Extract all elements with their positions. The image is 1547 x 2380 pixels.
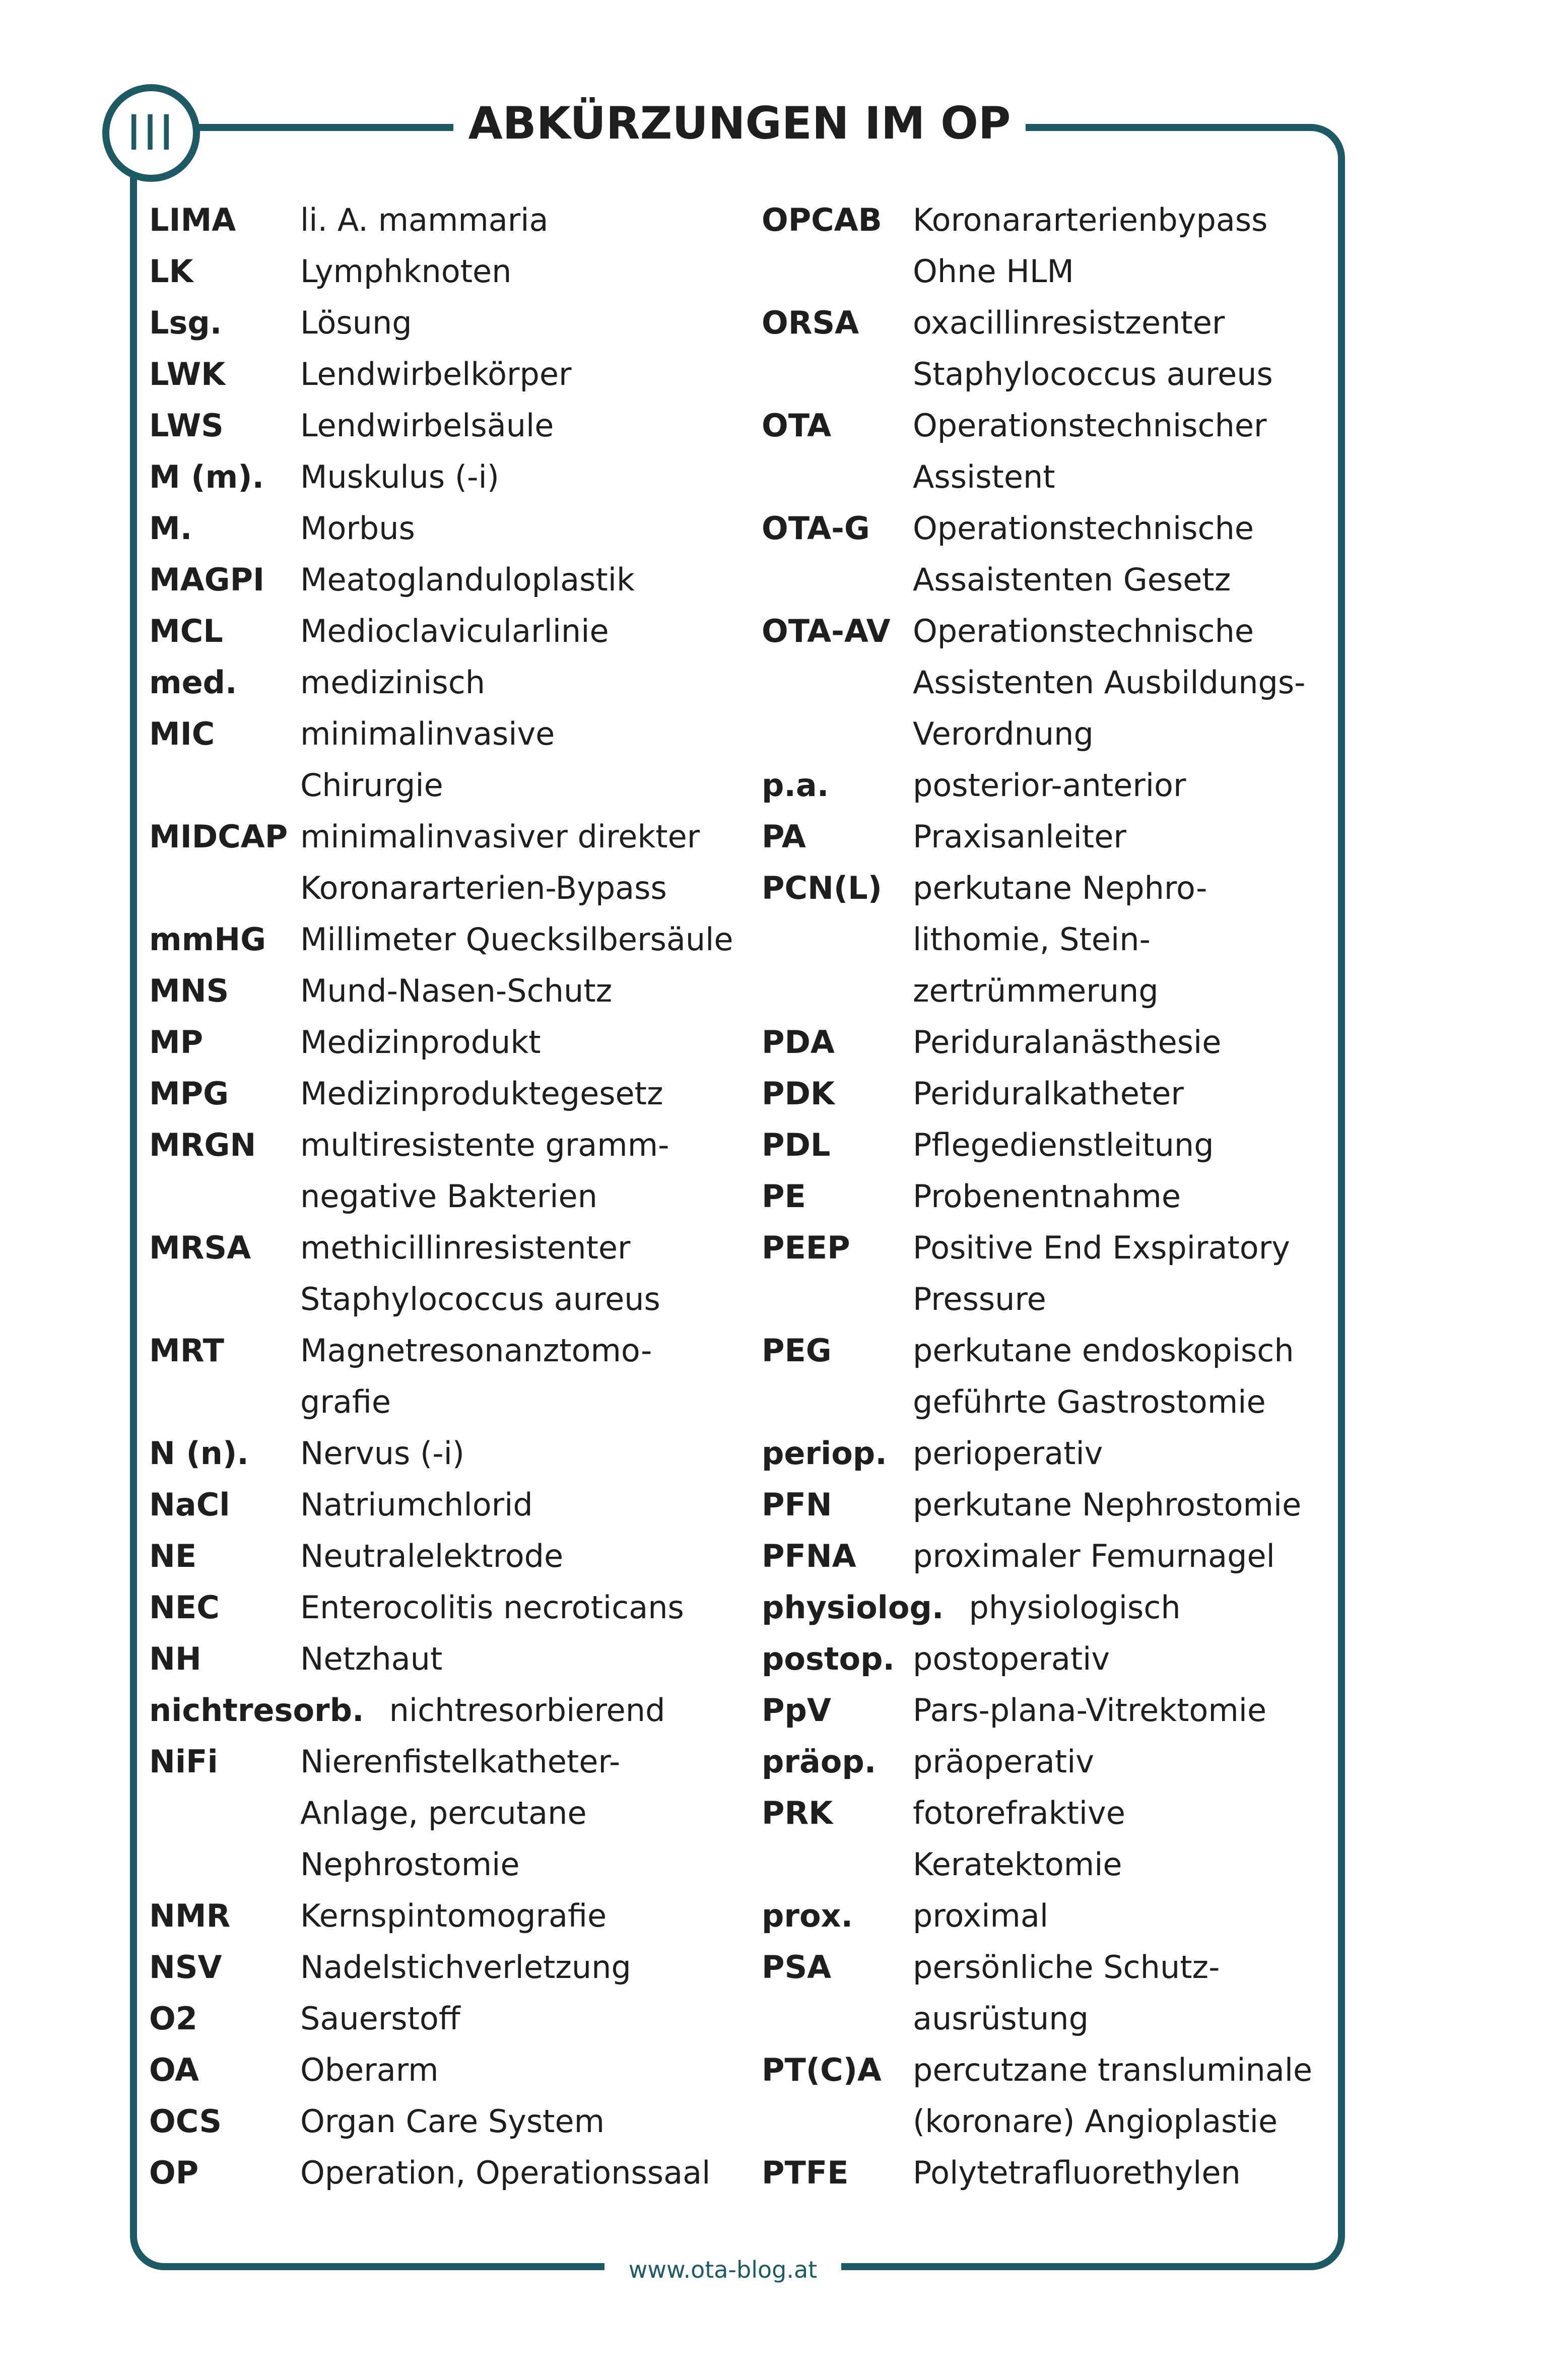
- abbreviation-definition: proximaler Femurnagel: [913, 1538, 1275, 1574]
- abbreviation-definition: Neutralelektrode: [300, 1538, 564, 1574]
- abbreviation-definition: Periduralkatheter: [913, 1075, 1184, 1112]
- abbreviation-term: PDL: [762, 1127, 831, 1163]
- abbreviation-entry: [762, 2044, 1331, 2147]
- abbreviation-entry: [149, 965, 744, 1017]
- abbreviation-definition: li. A. mammaria: [300, 202, 549, 238]
- abbreviation-term: MIDCAP: [149, 818, 288, 855]
- abbreviation-term: physiolog.: [762, 1589, 944, 1626]
- abbreviation-term: NSV: [149, 1949, 222, 1986]
- abbreviation-definition: perioperativ: [913, 1435, 1103, 1472]
- abbreviation-term: postop.: [762, 1640, 895, 1677]
- abbreviation-entry: [762, 760, 1331, 811]
- abbreviation-entry: [762, 1428, 1331, 1479]
- abbreviation-definition: Nadelstichverletzung: [300, 1949, 631, 1986]
- abbreviation-entry: [762, 400, 1331, 503]
- footer-url[interactable]: www.ota-blog.at: [604, 2252, 841, 2287]
- abbreviation-term: mmHG: [149, 921, 266, 958]
- abbreviation-definition: Lendwirbelsäule: [300, 407, 554, 444]
- abbreviation-term: PEEP: [762, 1229, 850, 1266]
- abbreviation-definition: Meatoglanduloplastik: [300, 561, 635, 598]
- abbreviation-term: MNS: [149, 972, 229, 1009]
- abbreviation-definition: Polytetrafluorethylen: [913, 2154, 1241, 2191]
- abbreviation-term: PSA: [762, 1949, 832, 1986]
- abbreviation-entry: [762, 1479, 1331, 1531]
- abbreviation-term: OTA: [762, 407, 832, 444]
- abbreviation-definition: Muskulus (-i): [300, 458, 499, 495]
- abbreviation-definition: Medizinproduktegesetz: [300, 1075, 663, 1112]
- abbreviation-definition: proximal: [913, 1897, 1049, 1934]
- abbreviation-entry: [149, 554, 744, 606]
- abbreviation-column-right: [762, 194, 1331, 2199]
- abbreviation-entry: [762, 503, 1331, 606]
- abbreviation-entry: [762, 297, 1331, 400]
- abbreviation-definition: Nierenfistelkatheter- Anlage, percutane Nephrostomie: [300, 1743, 621, 1883]
- abbreviation-entry: [149, 297, 744, 349]
- abbreviation-entry: [762, 1325, 1331, 1428]
- abbreviation-entry: [149, 1222, 744, 1325]
- abbreviation-definition: posterior-anterior: [913, 767, 1186, 804]
- abbreviation-entry: [762, 1633, 1331, 1685]
- abbreviation-definition: Medioclavicularlinie: [300, 613, 609, 649]
- abbreviation-entry: [149, 657, 744, 708]
- abbreviation-term: PE: [762, 1178, 806, 1215]
- abbreviation-definition: postoperativ: [913, 1640, 1110, 1677]
- abbreviation-entry: [762, 1788, 1331, 1890]
- abbreviation-definition: Operationstechnische Assistenten Ausbildungs- Verordnung: [913, 613, 1306, 752]
- abbreviation-definition: Operationstechnischer Assistent: [913, 407, 1267, 495]
- abbreviation-term: LIMA: [149, 202, 236, 238]
- abbreviation-term: PTFE: [762, 2154, 849, 2191]
- abbreviation-entry: [149, 451, 744, 503]
- abbreviation-entry: [149, 1428, 744, 1479]
- abbreviation-entry: [762, 1890, 1331, 1942]
- abbreviation-entry: [149, 1017, 744, 1068]
- abbreviation-definition: Magnetresonanztomo- grafie: [300, 1332, 652, 1420]
- abbreviation-definition: methicillinresistenter Staphylococcus aureus: [300, 1229, 660, 1317]
- abbreviation-term: OA: [149, 2052, 199, 2088]
- abbreviation-entry: [149, 1479, 744, 1531]
- abbreviation-definition: oxacillinresistzenter Staphylococcus aureus: [913, 304, 1273, 392]
- abbreviation-term: NMR: [149, 1897, 231, 1934]
- abbreviation-definition: persönliche Schutz- ausrüstung: [913, 1949, 1220, 2037]
- abbreviation-term: OP: [149, 2154, 199, 2191]
- abbreviation-definition: Lendwirbelkörper: [300, 356, 572, 392]
- abbreviation-definition: Pars-plana-Vitrektomie: [913, 1692, 1267, 1729]
- abbreviation-entry: [149, 1685, 744, 1736]
- abbreviation-entry: [149, 2096, 744, 2147]
- abbreviation-definition: Natriumchlorid: [300, 1486, 533, 1523]
- abbreviation-term: präop.: [762, 1743, 877, 1780]
- abbreviation-term: PCN(L): [762, 870, 883, 906]
- abbreviation-term: PA: [762, 818, 806, 855]
- abbreviation-term: LWS: [149, 407, 224, 444]
- abbreviation-entry: [149, 1993, 744, 2044]
- abbreviation-term: O2: [149, 2000, 197, 2037]
- abbreviation-definition: Enterocolitis necroticans: [300, 1589, 684, 1626]
- abbreviation-term: OTA-G: [762, 510, 870, 547]
- abbreviation-entry: [149, 246, 744, 297]
- abbreviation-term: nichtresorb.: [149, 1692, 364, 1729]
- abbreviation-definition: multiresistente gramm- negative Bakterien: [300, 1127, 669, 1215]
- abbreviation-entry: [149, 1531, 744, 1582]
- abbreviation-entry: [149, 606, 744, 657]
- abbreviation-entry: [762, 811, 1331, 863]
- abbreviation-definition: Millimeter Quecksilbersäule: [300, 921, 733, 958]
- abbreviation-term: OPCAB: [762, 202, 882, 238]
- abbreviation-entry: [149, 811, 744, 914]
- abbreviation-entry: [762, 606, 1331, 760]
- abbreviation-term: M.: [149, 510, 192, 547]
- abbreviation-definition: Medizinprodukt: [300, 1024, 541, 1061]
- abbreviation-column-left: [149, 194, 744, 2199]
- abbreviation-definition: physiologisch: [969, 1589, 1181, 1626]
- abbreviation-definition: präoperativ: [913, 1743, 1094, 1780]
- abbreviation-definition: Operation, Operationssaal: [300, 2154, 711, 2191]
- abbreviation-term: OCS: [149, 2103, 222, 2140]
- abbreviation-definition: Praxisanleiter: [913, 818, 1126, 855]
- abbreviation-definition: fotorefraktive Keratektomie: [913, 1795, 1125, 1883]
- abbreviation-entry: [149, 1119, 744, 1222]
- abbreviation-entry: [149, 1633, 744, 1685]
- abbreviation-entry: [149, 708, 744, 811]
- abbreviation-entry: [149, 1582, 744, 1633]
- abbreviation-term: MRT: [149, 1332, 224, 1369]
- abbreviation-term: PpV: [762, 1692, 831, 1729]
- abbreviation-term: med.: [149, 664, 237, 701]
- abbreviation-term: M (m).: [149, 458, 264, 495]
- abbreviation-entry: [762, 1119, 1331, 1171]
- abbreviation-entry: [149, 914, 744, 965]
- abbreviation-definition: Koronararterienbypass Ohne HLM: [913, 202, 1268, 290]
- abbreviation-entry: [762, 1531, 1331, 1582]
- abbreviation-definition: Positive End Exspiratory Pressure: [913, 1229, 1290, 1317]
- abbreviation-definition: Nervus (-i): [300, 1435, 464, 1472]
- abbreviation-definition: Mund-Nasen-Schutz: [300, 972, 613, 1009]
- abbreviation-term: PDA: [762, 1024, 835, 1061]
- abbreviation-term: OTA-AV: [762, 613, 891, 649]
- abbreviation-term: MCL: [149, 613, 223, 649]
- abbreviation-term: LWK: [149, 356, 226, 392]
- abbreviation-term: PFNA: [762, 1538, 856, 1574]
- abbreviation-entry: [762, 863, 1331, 1017]
- abbreviation-entry: [762, 2147, 1331, 2199]
- abbreviation-term: MIC: [149, 715, 215, 752]
- abbreviation-entry: [149, 1736, 744, 1890]
- abbreviation-entry: [149, 194, 744, 246]
- abbreviation-entry: [149, 2147, 744, 2199]
- abbreviation-definition: nichtresorbierend: [389, 1692, 665, 1729]
- page-title: ABKÜRZUNGEN IM OP: [453, 91, 1026, 156]
- abbreviation-entry: [762, 1068, 1331, 1119]
- abbreviation-definition: minimalinvasive Chirurgie: [300, 715, 555, 804]
- abbreviation-definition: Organ Care System: [300, 2103, 605, 2140]
- abbreviation-term: Lsg.: [149, 304, 222, 341]
- abbreviation-term: LK: [149, 253, 193, 290]
- abbreviation-entry: [762, 1582, 1331, 1633]
- abbreviation-definition: Probenentnahme: [913, 1178, 1181, 1215]
- abbreviation-definition: Netzhaut: [300, 1640, 443, 1677]
- abbreviation-entry: [149, 2044, 744, 2096]
- abbreviation-term: p.a.: [762, 767, 829, 804]
- abbreviation-term: NiFi: [149, 1743, 218, 1780]
- abbreviation-definition: Lösung: [300, 304, 412, 341]
- abbreviation-term: ORSA: [762, 304, 859, 341]
- abbreviation-term: NaCl: [149, 1486, 230, 1523]
- abbreviation-term: PT(C)A: [762, 2052, 882, 2088]
- abbreviation-term: MAGPI: [149, 561, 265, 598]
- abbreviation-term: PEG: [762, 1332, 832, 1369]
- abbreviation-entry: [149, 503, 744, 554]
- abbreviation-term: MRGN: [149, 1127, 256, 1163]
- abbreviation-entry: [149, 400, 744, 451]
- abbreviation-definition: Operationstechnische Assaistenten Gesetz: [913, 510, 1254, 598]
- abbreviation-term: MRSA: [149, 1229, 251, 1266]
- abbreviation-entry: [762, 1222, 1331, 1325]
- abbreviation-entry: [149, 1942, 744, 1993]
- abbreviation-entry: [762, 1017, 1331, 1068]
- abbreviation-entry: [149, 349, 744, 400]
- abbreviation-definition: perkutane endoskopisch geführte Gastrostomie: [913, 1332, 1294, 1420]
- abbreviation-term: N (n).: [149, 1435, 249, 1472]
- abbreviation-entry: [762, 194, 1331, 297]
- abbreviation-term: MPG: [149, 1075, 229, 1112]
- abbreviation-entry: [762, 1942, 1331, 2044]
- abbreviation-term: MP: [149, 1024, 204, 1061]
- abbreviation-definition: medizinisch: [300, 664, 486, 701]
- abbreviation-entry: [762, 1736, 1331, 1788]
- abbreviation-term: PRK: [762, 1795, 833, 1831]
- abbreviation-term: PFN: [762, 1486, 832, 1523]
- abbreviation-definition: Morbus: [300, 510, 415, 547]
- abbreviation-term: NE: [149, 1538, 197, 1574]
- abbreviation-definition: Kernspintomografie: [300, 1897, 607, 1934]
- abbreviation-definition: Sauerstoff: [300, 2000, 460, 2037]
- abbreviation-entry: [149, 1068, 744, 1119]
- chapter-badge: III: [102, 84, 200, 182]
- abbreviation-definition: perkutane Nephrostomie: [913, 1486, 1302, 1523]
- abbreviation-entry: [149, 1890, 744, 1942]
- abbreviation-definition: Oberarm: [300, 2052, 439, 2088]
- abbreviation-definition: Periduralanästhesie: [913, 1024, 1222, 1061]
- abbreviation-entry: [762, 1171, 1331, 1222]
- abbreviation-term: PDK: [762, 1075, 835, 1112]
- abbreviation-term: prox.: [762, 1897, 853, 1934]
- abbreviation-term: NEC: [149, 1589, 220, 1626]
- abbreviation-entry: [149, 1325, 744, 1428]
- abbreviation-definition: perkutane Nephro- lithomie, Stein- zertrümmerung: [913, 870, 1207, 1009]
- abbreviation-definition: Lymphknoten: [300, 253, 512, 290]
- abbreviation-definition: minimalinvasiver direkter Koronararterien-Bypass: [300, 818, 700, 906]
- abbreviation-definition: percutzane transluminale (koronare) Angioplastie: [913, 2052, 1313, 2140]
- abbreviation-definition: Pflegedienstleitung: [913, 1127, 1214, 1163]
- abbreviation-entry: [762, 1685, 1331, 1736]
- abbreviation-term: NH: [149, 1640, 201, 1677]
- abbreviation-term: periop.: [762, 1435, 887, 1472]
